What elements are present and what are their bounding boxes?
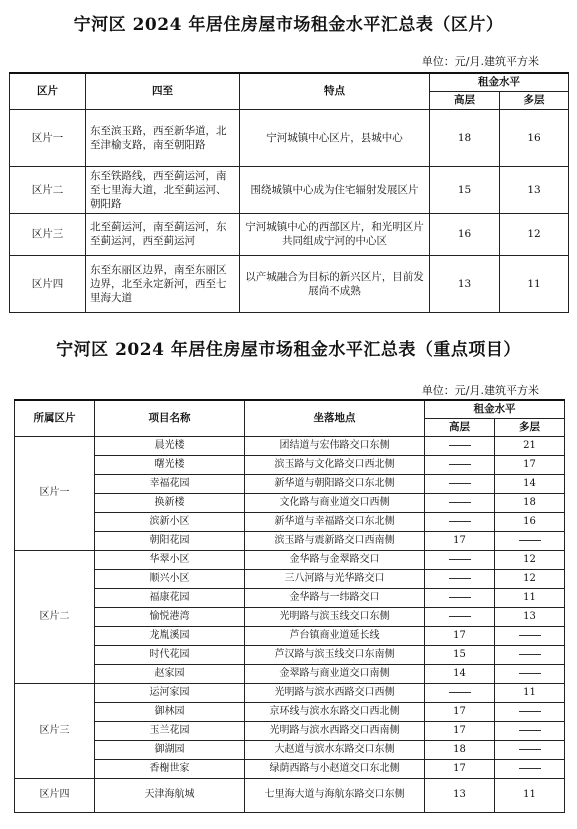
multi-rent-cell: 11 <box>495 778 565 812</box>
location-cell: 光明路与滨水西路交口西侧 <box>245 683 425 702</box>
project-name-cell: 晨光楼 <box>95 436 245 455</box>
bounds-cell: 东至东丽区边界，南至东丽区边界，北至永定新河，西至七里海大道 <box>86 255 240 312</box>
multi-rent-cell: 12 <box>495 569 565 588</box>
col-multi: 多层 <box>495 418 565 436</box>
table-row <box>15 683 565 702</box>
table-row <box>15 607 565 626</box>
table-row <box>15 759 565 778</box>
district-cell: 区片四 <box>15 778 95 812</box>
table-row <box>10 109 569 166</box>
multi-rent-cell: 13 <box>500 166 569 213</box>
not-applicable-dash <box>449 521 471 522</box>
bounds-cell: 东至滨玉路，西至新华道，北至津榆支路，南至朝阳路 <box>86 109 240 166</box>
location-cell: 京环线与滨水东路交口西北侧 <box>245 702 425 721</box>
project-name-cell: 龙胤溪园 <box>95 626 245 645</box>
high-rent-cell: 17 <box>425 531 495 550</box>
high-rent-cell: 17 <box>425 759 495 778</box>
high-rent-cell: 13 <box>430 255 500 312</box>
district-cell: 区片二 <box>10 166 86 213</box>
district-cell: 区片三 <box>15 683 95 778</box>
table-row <box>15 626 565 645</box>
col-multi: 多层 <box>500 91 569 109</box>
col-rent: 租金水平 <box>425 400 565 418</box>
multi-rent-cell <box>495 626 565 645</box>
district-rent-table <box>9 72 569 313</box>
multi-rent-cell: 18 <box>495 493 565 512</box>
unit-label-1: 单位：元/月.建筑平方米 <box>421 55 539 68</box>
location-cell: 金翠路与商业道交口南侧 <box>245 664 425 683</box>
location-cell: 文化路与商业道交口西侧 <box>245 493 425 512</box>
bounds-cell: 北至蓟运河，南至蓟运河，东至蓟运河，西至蓟运河 <box>86 213 240 255</box>
not-applicable-dash <box>449 502 471 503</box>
col-rent: 租金水平 <box>430 73 569 91</box>
project-name-cell: 御湖园 <box>95 740 245 759</box>
location-cell: 绿荫西路与小赵道交口东北侧 <box>245 759 425 778</box>
table-row <box>15 550 565 569</box>
not-applicable-dash <box>519 730 541 731</box>
project-name-cell: 御林园 <box>95 702 245 721</box>
location-cell: 滨玉路与文化路交口西北侧 <box>245 455 425 474</box>
project-name-cell: 幸福花园 <box>95 474 245 493</box>
multi-rent-cell: 11 <box>495 588 565 607</box>
multi-rent-cell: 12 <box>500 213 569 255</box>
multi-rent-cell <box>495 759 565 778</box>
location-cell: 新华道与朝阳路交口东北侧 <box>245 474 425 493</box>
high-rent-cell: 16 <box>430 213 500 255</box>
table-row <box>15 588 565 607</box>
high-rent-cell <box>425 550 495 569</box>
district-cell: 区片三 <box>10 213 86 255</box>
project-name-cell: 换新楼 <box>95 493 245 512</box>
table-row <box>15 740 565 759</box>
col-location: 坐落地点 <box>245 400 425 436</box>
project-name-cell: 赵家园 <box>95 664 245 683</box>
high-rent-cell: 17 <box>425 702 495 721</box>
high-rent-cell <box>425 474 495 493</box>
multi-rent-cell: 11 <box>500 255 569 312</box>
project-name-cell: 曙光楼 <box>95 455 245 474</box>
multi-rent-cell <box>495 531 565 550</box>
not-applicable-dash <box>519 768 541 769</box>
project-name-cell: 香榭世家 <box>95 759 245 778</box>
project-name-cell: 运河家园 <box>95 683 245 702</box>
high-rent-cell <box>425 683 495 702</box>
multi-rent-cell <box>495 645 565 664</box>
col-features: 特点 <box>240 73 430 109</box>
location-cell: 芦台镇商业道延长线 <box>245 626 425 645</box>
project-name-cell: 时代花园 <box>95 645 245 664</box>
not-applicable-dash <box>449 597 471 598</box>
location-cell: 七里海大道与海航东路交口东侧 <box>245 778 425 812</box>
table-row <box>10 255 569 312</box>
district-cell: 区片一 <box>15 436 95 550</box>
table-row <box>15 512 565 531</box>
high-rent-cell: 13 <box>425 778 495 812</box>
high-rent-cell: 18 <box>425 740 495 759</box>
multi-rent-cell: 21 <box>495 436 565 455</box>
not-applicable-dash <box>449 616 471 617</box>
high-rent-cell <box>425 607 495 626</box>
multi-rent-cell: 11 <box>495 683 565 702</box>
doc-title-1: 宁河区 2024 年居住房屋市场租金水平汇总表（区片） <box>73 15 504 35</box>
project-name-cell: 愉悦港湾 <box>95 607 245 626</box>
high-rent-cell: 18 <box>430 109 500 166</box>
unit-label-2: 单位：元/月.建筑平方米 <box>421 384 539 397</box>
not-applicable-dash <box>449 578 471 579</box>
multi-rent-cell: 17 <box>495 455 565 474</box>
not-applicable-dash <box>449 445 471 446</box>
col-district: 区片 <box>10 73 86 109</box>
not-applicable-dash <box>449 483 471 484</box>
features-cell: 宁河城镇中心的西部区片，和光明区片共同组成宁河的中心区 <box>240 213 430 255</box>
col-project: 项目名称 <box>95 400 245 436</box>
table-row <box>15 493 565 512</box>
multi-rent-cell <box>495 740 565 759</box>
table-row <box>15 778 565 812</box>
project-name-cell: 天津海航城 <box>95 778 245 812</box>
project-name-cell: 朝阳花园 <box>95 531 245 550</box>
table-row <box>15 664 565 683</box>
multi-rent-cell <box>495 702 565 721</box>
multi-rent-cell: 16 <box>500 109 569 166</box>
table-row <box>15 569 565 588</box>
location-cell: 三八河路与光华路交口 <box>245 569 425 588</box>
col-high: 高层 <box>425 418 495 436</box>
table-row <box>15 702 565 721</box>
location-cell: 光明路与滨水西路交口西南侧 <box>245 721 425 740</box>
high-rent-cell <box>425 512 495 531</box>
high-rent-cell: 15 <box>425 645 495 664</box>
col-bounds: 四至 <box>86 73 240 109</box>
table-row <box>15 721 565 740</box>
multi-rent-cell <box>495 664 565 683</box>
high-rent-cell: 15 <box>430 166 500 213</box>
location-cell: 芦汉路与滨玉线交口东南侧 <box>245 645 425 664</box>
col-high: 高层 <box>430 91 500 109</box>
not-applicable-dash <box>449 692 471 693</box>
multi-rent-cell: 14 <box>495 474 565 493</box>
location-cell: 大赵道与滨水东路交口东侧 <box>245 740 425 759</box>
table-row <box>15 531 565 550</box>
high-rent-cell: 14 <box>425 664 495 683</box>
high-rent-cell <box>425 569 495 588</box>
not-applicable-dash <box>519 749 541 750</box>
multi-rent-cell <box>495 721 565 740</box>
location-cell: 团结道与宏伟路交口东侧 <box>245 436 425 455</box>
not-applicable-dash <box>519 673 541 674</box>
table-row <box>15 474 565 493</box>
features-cell: 以产城融合为目标的新兴区片，目前发展尚不成熟 <box>240 255 430 312</box>
col-district: 所属区片 <box>15 400 95 436</box>
district-cell: 区片一 <box>10 109 86 166</box>
not-applicable-dash <box>519 635 541 636</box>
not-applicable-dash <box>519 711 541 712</box>
features-cell: 围绕城镇中心成为住宅辐射发展区片 <box>240 166 430 213</box>
table-row <box>10 213 569 255</box>
multi-rent-cell: 16 <box>495 512 565 531</box>
high-rent-cell: 17 <box>425 721 495 740</box>
bounds-cell: 东至铁路线，西至蓟运河，南至七里海大道，北至蓟运河、朝阳路 <box>86 166 240 213</box>
location-cell: 新华道与幸福路交口东北侧 <box>245 512 425 531</box>
features-cell: 宁河城镇中心区片，县城中心 <box>240 109 430 166</box>
high-rent-cell <box>425 436 495 455</box>
project-name-cell: 滨新小区 <box>95 512 245 531</box>
high-rent-cell: 17 <box>425 626 495 645</box>
project-name-cell: 福康花园 <box>95 588 245 607</box>
project-name-cell: 华翠小区 <box>95 550 245 569</box>
high-rent-cell <box>425 588 495 607</box>
location-cell: 金华路与金翠路交口 <box>245 550 425 569</box>
project-name-cell: 玉兰花园 <box>95 721 245 740</box>
doc-title-2: 宁河区 2024 年居住房屋市场租金水平汇总表（重点项目） <box>56 340 521 360</box>
high-rent-cell <box>425 493 495 512</box>
location-cell: 金华路与一纬路交口 <box>245 588 425 607</box>
project-rent-table <box>14 399 565 813</box>
district-cell: 区片二 <box>15 550 95 683</box>
high-rent-cell <box>425 455 495 474</box>
table-row <box>15 436 565 455</box>
table-row <box>15 455 565 474</box>
location-cell: 光明路与滨玉线交口东侧 <box>245 607 425 626</box>
table-row <box>10 166 569 213</box>
table-row <box>15 645 565 664</box>
multi-rent-cell: 12 <box>495 550 565 569</box>
not-applicable-dash <box>449 559 471 560</box>
not-applicable-dash <box>519 654 541 655</box>
location-cell: 滨玉路与震新路交口西南侧 <box>245 531 425 550</box>
multi-rent-cell: 13 <box>495 607 565 626</box>
not-applicable-dash <box>449 464 471 465</box>
not-applicable-dash <box>519 540 541 541</box>
district-cell: 区片四 <box>10 255 86 312</box>
project-name-cell: 顺兴小区 <box>95 569 245 588</box>
